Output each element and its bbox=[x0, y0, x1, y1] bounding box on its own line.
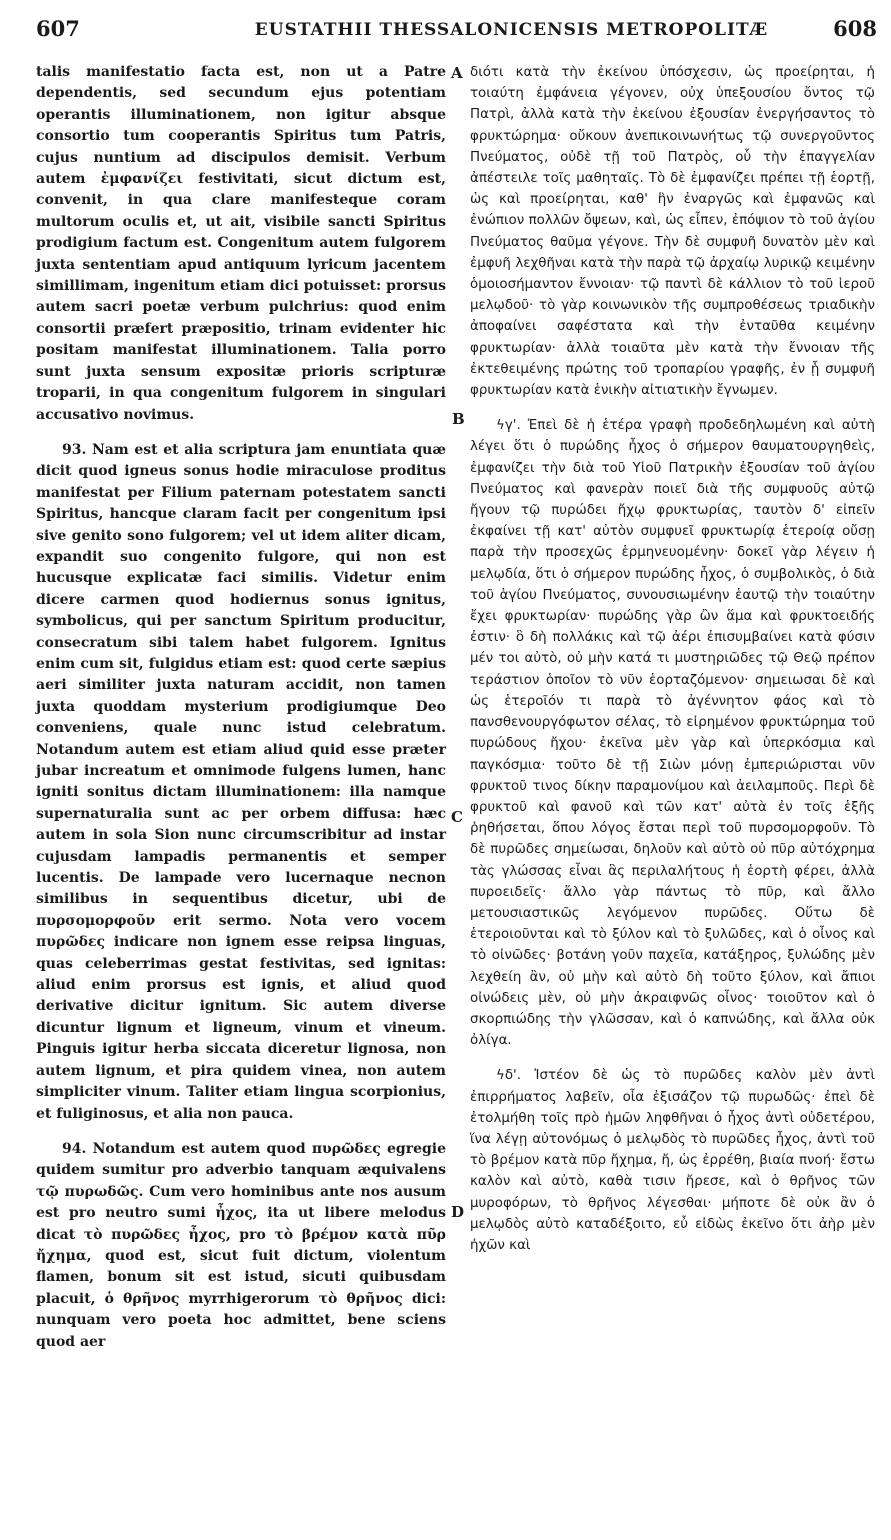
latin-paragraph: talis manifestatio facta est, non ut a Patre dependentis, sed secundum ejus potentiam operantis illuminationem, non igitur absque consortio tum cooperantis Spiritus tum Patris, cujus nuntium ad discipulos demisit. Verbum autem ἐμφανίζει festivitati, sicut dictum est, convenit, in qua clare manifesteque coram multorum oculis et, ut ait, visibile sancti Spiritus prodigium factum est. Congenitum autem fulgorem juxta sententiam apud antiquum lyricum jacentem simillimam, ingenitum etiam dici potuisset: prorsus autem sacri poetæ verbum pulchrius: quod enim consortii præfert præpositio, trinam evidenter hic positam manifestat illuminationem. Talia porro sunt juxta sensum expositæ prioris scripturæ troparii, in qua congenitum fulgorem in singulari accusativo novimus. bbox=[36, 64, 446, 423]
latin-column bbox=[36, 62, 446, 1353]
greek-column bbox=[470, 62, 875, 1256]
page-header bbox=[36, 10, 877, 44]
page-number-left: 607 bbox=[36, 16, 80, 41]
page-number-right: 608 bbox=[833, 16, 877, 41]
margin-letter-c: C bbox=[451, 808, 463, 826]
margin-letter-b: B bbox=[452, 410, 465, 428]
latin-paragraph: 94. Notandum est autem quod πυρῶδες egregie quidem sumitur pro adverbio tanquam æquivalens τῷ πυρωδῶς. Cum vero hominibus ante nos ausum est pro neutro sumi ἦχος, ita ut libere melodus dicat τὸ πυρῶδες ἦχος, pro τὸ βρέμον κατὰ πῦρ ἤχημα, quod est, sicut fuit dictum, violentum flamen, bonum sit est istud, sicuti quibusdam placuit, ὁ θρῆνος myrrhigerorum τὸ θρῆνος dici: nunquam vero poeta hoc admittet, bene sciens quod aer bbox=[36, 1140, 446, 1350]
latin-paragraph: 93. Nam est et alia scriptura jam enuntiata quæ dicit quod igneus sonus hodie miraculose proditus manifestat per Filium paternam potestatem sancti Spiritus, hancque claram facit per congenitum ipsi sive genito sono fulgorem; vel ut idem aliter dicam, expandit suo congenito fulgore, qui non est hucusque explicatæ faci similis. Videtur enim dicere carmen quod hodiernus sonus ignitus, symbolicus, qui per sanctum Spiritum producitur, consecratum sibi talem habet fulgorem. Ignitus enim cum sit, fulgidus etiam est: quod certe sæpius aeri similiter juxta naturam accidit, non tamen juxta quoddam mysterium prodigiumque Deo conveniens, quale nunc istud celebratum. Notandum autem est etiam aliud quid esse præter jubar increatum et omnimode fulgens lumen, hanc igniti sonitus dictam illuminationem: illa namque supernaturalia sunt ac per orbem diffusa: hæc autem in sola Sion nunc circumscribitur ad instar cujusdam lampadis permanentis et semper lucentis. De lampade vero lucernaque necnon similibus in sequentibus dicetur, ubi de πυρσομορφοῦν erit sermo. Nota vero vocem πυρῶδες indicare non ignem esse reipsa linguas, quas celeberrimas gestat festivitas, sed ignitas: aliud enim prorsus est ignis, et aliud quod derivative dicitur ignitum. Sic autem diverse dicuntur lignum et ligneum, vinum et vineum. Pinguis igitur herba siccata diceretur lignosa, non autem lignum, et pira quidem vinea, non autem simpliciter vinum. Taliter etiam lingua scorpionius, et fuliginosus, et alia non pauca. bbox=[36, 441, 446, 1122]
running-title: EUSTATHII THESSALONICENSIS METROPOLITÆ bbox=[254, 20, 769, 40]
greek-paragraph: διότι κατὰ τὴν ἐκείνου ὑπόσχεσιν, ὡς προείρηται, ἡ τοιαύτη ἐμφάνεια γέγονεν, οὐχ ὑπεξουσίου ὄντος τῷ Πατρὶ, ἀλλὰ κατὰ τὴν ἐκείνου ἐξουσίαν ἐνεργήσαντος τὸ φρυκτώρημα· οὔκουν ἀνεπικοινωνήτως τῷ συνεργοῦντος Πνεύματος, οὐδὲ τῇ τοῦ Πατρὸς, οὗ τὴν ἐπαγγελίαν ἀπέστειλε τοῖς μαθηταῖς. Τὸ δὲ ἐμφανίζει πρέπει τῇ ἑορτῇ, ὡς καὶ προείρηται, καθ' ἣν ἐναργῶς καὶ ἐμφανῶς καὶ ἐνώπιον πολλῶν ὄψεων, καὶ, ὡς εἶπεν, ἐπόψιον τὸ τοῦ ἁγίου Πνεύματος θαῦμα γέγονε. Τὴν δὲ συμφυῆ δυνατὸν μὲν καὶ ἐμφυῆ λεχθῆναι κατὰ τὴν παρὰ τῷ ἀρχαίῳ λυρικῷ κειμένην ὁμοιοσήμαντον ἔννοιαν· τῷ παντὶ δὲ κάλλιον τὸ τοῦ ἱεροῦ μελῳδοῦ· τὸ γὰρ κοινωνικὸν τῆς συμπροθέσεως τριαδικὴν ἀποφαίνει σαφέστατα καὶ τὴν ἐνταῦθα κειμένην φρυκτωρίαν· ἀλλὰ τοιαῦτα μὲν κατὰ τὴν ἔννοιαν τῆς ἐκτεθειμένης πρώτης τοῦ τροπαρίου γραφῆς, ἐν ᾗ συμφυῆ φρυκτωρίαν κατὰ ἑνικὴν αἰτιατικὴν ἔγνωμεν. bbox=[470, 65, 875, 399]
margin-letter-d: D bbox=[451, 1203, 465, 1221]
greek-paragraph: ϟδ'. Ἰστέον δὲ ὡς τὸ πυρῶδες καλὸν μὲν ἀντὶ ἐπιρρήματος λαβεῖν, οἷα ἐξισάζον τῷ πυρωδῶς· ἐπεὶ δὲ ἐτολμήθη τοῖς πρὸ ἡμῶν ληφθῆναι ὁ ἦχος ἀντὶ οὐδετέρου, ἵνα λέγῃ αὐτονόμως ὁ μελῳδὸς τὸ πυρῶδες ἦχος, ἀντὶ τοῦ τὸ βρέμον κατὰ πῦρ ἤχημα, ἤ, ὡς ἐρρέθη, βιαία πνοή· ἔστω καλὸν καὶ αὐτὸ, καθὰ τισιν ἤρεσε, καὶ ὁ θρῆνος τῶν μυροφόρων, τὸ θρῆνος λέγεσθαι· μήποτε δὲ οὐκ ἂν ὁ μελῳδὸς αὐτὸ καταδέξοιτο, εὖ εἰδὼς ἐκεῖνο ὅτι ἀὴρ μὲν ἠχῶν καὶ bbox=[470, 1068, 875, 1253]
greek-paragraph: ϟγ'. Ἐπεὶ δὲ ἡ ἑτέρα γραφὴ προδεδηλωμένη καὶ αὐτὴ λέγει ὅτι ὁ πυρώδης ἦχος ὁ σήμερον θαυματουργηθεὶς, ἐμφανίζει τὴν διὰ τοῦ Υἱοῦ Πατρικὴν ἐξουσίαν τοῦ ἁγίου Πνεύματος καὶ φανερὰν ποιεῖ διὰ τῆς συμφυοῦς αὐτῷ ἤγουν τῷ πυρώδει ἤχῳ φρυκτωρίας, ταυτὸν δ' εἰπεῖν ἐκφαίνει τῇ κατ' αὐτὸν συμφυεῖ φρυκτωρίᾳ ἑτεροίᾳ οὔσῃ παρὰ τὴν προσεχῶς ἑρμηνευομένην· δοκεῖ γὰρ λέγειν ἡ μελῳδία, ὅτι ὁ σήμερον πυρώδης ἦχος, ὁ συμβολικὸς, ὁ διὰ τοῦ ἁγίου Πνεύματος, συνουσιωμένην ἑαυτῷ τὴν τοιαύτην ἔχει φρυκτωρίαν· πυρώδης γὰρ ὢν ἅμα καὶ φρυκτοειδής ἐστιν· ὃ δὴ πολλάκις καὶ τῷ ἀέρι ἐπισυμβαίνει κατὰ φύσιν μέν τοι αὐτὸ, οὐ μὴν κατά τι μυστηριῶδες τῷ Θεῷ πρέπον τεράστιον ὁποῖον τὸ νῦν ἑορταζόμενον· σημειωσαι δὲ καὶ ὡς ἑτεροῖόν τι παρὰ τὸ ἀγέννητον φάος καὶ τὸ πανσθενουργόφωτον σέλας, τὸ εἰρημένον φρυκτώρημα τοῦ πυρώδους ἤχου· ἐκεῖνα μὲν γὰρ καὶ ὑπερκόσμια καὶ παγκόσμια· τοῦτο δὲ τῇ Σιὼν μόνῃ ἐμπεριώρισται νῦν φρυκτοῦ τινος δίκην παραμονίμου καὶ ἀειλαμποῦς. Περὶ δὲ φρυκτοῦ καὶ φανοῦ καὶ τῶν κατ' αὐτὰ ἐν τοῖς ἑξῆς ῥηθήσεται, ὅπου λόγος ἔσται περὶ τοῦ πυρσομορφοῦν. Τὸ δὲ πυρῶδες σημείωσαι, δηλοῦν καὶ αὐτὸ οὐ πῦρ αὐτόχρημα τὰς γλώσσας εἶναι ἃς περιλαλήτους ἡ ἑορτὴ φέρει, ἀλλὰ πυροειδεῖς· ἄλλο γὰρ πάντως τὸ πῦρ, καὶ ἄλλο μετουσιαστικῶς λεγόμενον πυρῶδες. Οὕτω δὲ ἑτεροιοῦνται καὶ τὸ ξύλον καὶ τὸ ξυλῶδες, καὶ ὁ οἶνος καὶ τὸ οἰνῶδες· βοτάνη γοῦν παχεῖα, κατάξηρος, ξυλώδης μὲν λεχθείη ἂν, οὐ μὴν καὶ αὐτὸ δὴ τοῦτο ξύλον, καὶ ἄπιοι οἰνώδεις μὲν, οὐ μὴν ἀκραιφνῶς οἶνος· τοιοῦτον καὶ ὁ σκορπιώδης τὴν γλῶσσαν, καὶ ὁ καπνώδης, καὶ ἄλλα οὐκ ὀλίγα. bbox=[470, 418, 875, 1049]
margin-letter-a: A bbox=[451, 64, 463, 82]
